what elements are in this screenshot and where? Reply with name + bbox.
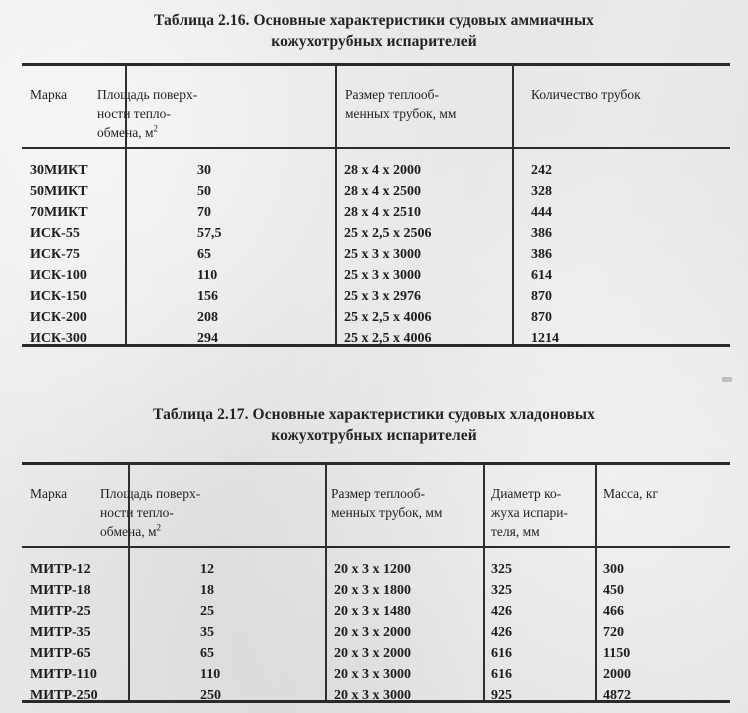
table-row: ИСК-75 [30,247,80,262]
table-row: 294 [197,331,218,346]
table-217-caption-line-2: кожухотрубных испарителей [271,427,477,444]
table-216-caption [0,10,748,52]
table-row: 208 [197,310,218,325]
table-217-caption [0,404,748,446]
table-row: МИТР-110 [30,667,97,682]
table-row: 870 [531,310,552,325]
table-row: ИСК-200 [30,310,87,325]
header-text: Количество трубок [531,87,641,102]
header-text: ности тепло- [100,505,174,520]
table-row: МИТР-18 [30,583,91,598]
table-row: 25 х 2,5 х 4006 [344,310,432,325]
table-217-divider-2 [325,462,327,700]
table-row: 20 х 3 х 3000 [334,688,411,703]
table-row: 616 [491,667,512,682]
table-row: 25 х 3 х 3000 [344,247,421,262]
header-text-unit: обмена, м [100,524,157,539]
table-216-caption-line-1: Таблица 2.16. Основные характеристики судовых аммиачных [153,12,594,29]
header-text: теля, мм [491,524,540,539]
table-row: 925 [491,688,512,703]
table-row: 720 [603,625,624,640]
table-row: ИСК-55 [30,226,80,241]
table-row: 4872 [603,688,631,703]
table-row: 1150 [603,646,631,661]
table-row: 110 [200,667,221,682]
table-row: 20 х 3 х 1800 [334,583,411,598]
table-217-header-area [100,484,325,541]
superscript-2: 2 [156,522,162,533]
table-row: 70МИКТ [30,205,88,220]
header-text: ности тепло- [97,106,171,121]
header-text: Масса, кг [603,486,658,501]
table-row: 18 [200,583,214,598]
table-217-header-shell-diameter [491,484,596,541]
table-row: 426 [491,604,512,619]
table-row: 300 [603,562,624,577]
table-217-divider-3 [483,462,485,700]
table-row: 444 [531,205,552,220]
table-row: 242 [531,163,552,178]
table-row: 325 [491,583,512,598]
table-row: 386 [531,247,552,262]
table-216 [22,63,730,347]
table-row: 65 [200,646,214,661]
table-216-header-area [97,85,329,142]
table-row: 25 х 2,5 х 4006 [344,331,432,346]
table-row: 50 [197,184,211,199]
table-row: 20 х 3 х 2000 [334,625,411,640]
table-row: 426 [491,625,512,640]
table-row: 25 х 3 х 3000 [344,268,421,283]
table-row: 50МИКТ [30,184,88,199]
table-row: 250 [200,688,221,703]
table-row: 28 х 4 х 2500 [344,184,421,199]
header-text: Диаметр ко- [491,486,562,501]
table-row: 870 [531,289,552,304]
table-row: МИТР-25 [30,604,91,619]
table-row: 156 [197,289,218,304]
header-text-unit: обмена, м [97,125,154,140]
table-row: МИТР-12 [30,562,91,577]
table-row: 70 [197,205,211,220]
table-row: 450 [603,583,624,598]
table-row: 325 [491,562,512,577]
table-216-header-tube-size [345,85,515,123]
table-row: МИТР-35 [30,625,91,640]
table-row: 25 х 2,5 х 2506 [344,226,432,241]
table-217-caption-line-1: Таблица 2.17. Основные характеристики судовых хладоновых [153,406,595,423]
scan-artifact [722,377,732,382]
table-217-header-tube-size [331,484,483,522]
table-row: 20 х 3 х 3000 [334,667,411,682]
header-text: жуха испари- [491,505,568,520]
table-row: 1214 [531,331,559,346]
header-text: менных трубок, мм [345,106,457,121]
table-row: 57,5 [197,226,222,241]
header-text: Площадь поверх- [100,486,201,501]
header-text [100,522,325,541]
table-216-header-tube-count [531,85,721,104]
table-row: 20 х 3 х 2000 [334,646,411,661]
header-text: Марка [30,486,68,501]
table-row: 30 [197,163,211,178]
table-row: 28 х 4 х 2000 [344,163,421,178]
table-row: 616 [491,646,512,661]
header-text [97,123,329,142]
table-row: 20 х 3 х 1480 [334,604,411,619]
table-216-divider-2 [335,63,337,344]
table-row: 466 [603,604,624,619]
table-row: МИТР-65 [30,646,91,661]
table-row: 2000 [603,667,631,682]
header-text: Площадь поверх- [97,87,198,102]
table-row: 110 [197,268,218,283]
table-row: ИСК-300 [30,331,87,346]
table-row: 328 [531,184,552,199]
table-row: ИСК-100 [30,268,87,283]
table-row: 25 [200,604,214,619]
table-row: 35 [200,625,214,640]
table-row: 65 [197,247,211,262]
table-row: 30МИКТ [30,163,88,178]
table-row: 386 [531,226,552,241]
header-text: Размер теплооб- [331,486,426,501]
table-row: 20 х 3 х 1200 [334,562,411,577]
table-216-top-rule [22,63,730,66]
table-row: 28 х 4 х 2510 [344,205,421,220]
table-216-header-rule [22,147,730,149]
table-row: МИТР-250 [30,688,98,703]
table-row: 25 х 3 х 2976 [344,289,421,304]
table-row: ИСК-150 [30,289,87,304]
header-text: Марка [30,87,68,102]
superscript-2: 2 [153,123,159,134]
table-row: 614 [531,268,552,283]
table-216-caption-line-2: кожухотрубных испарителей [271,33,477,50]
header-text: менных трубок, мм [331,505,443,520]
header-text: Размер теплооб- [345,87,440,102]
table-217-header-mass [603,484,723,503]
table-row: 12 [200,562,214,577]
table-217 [22,462,730,704]
